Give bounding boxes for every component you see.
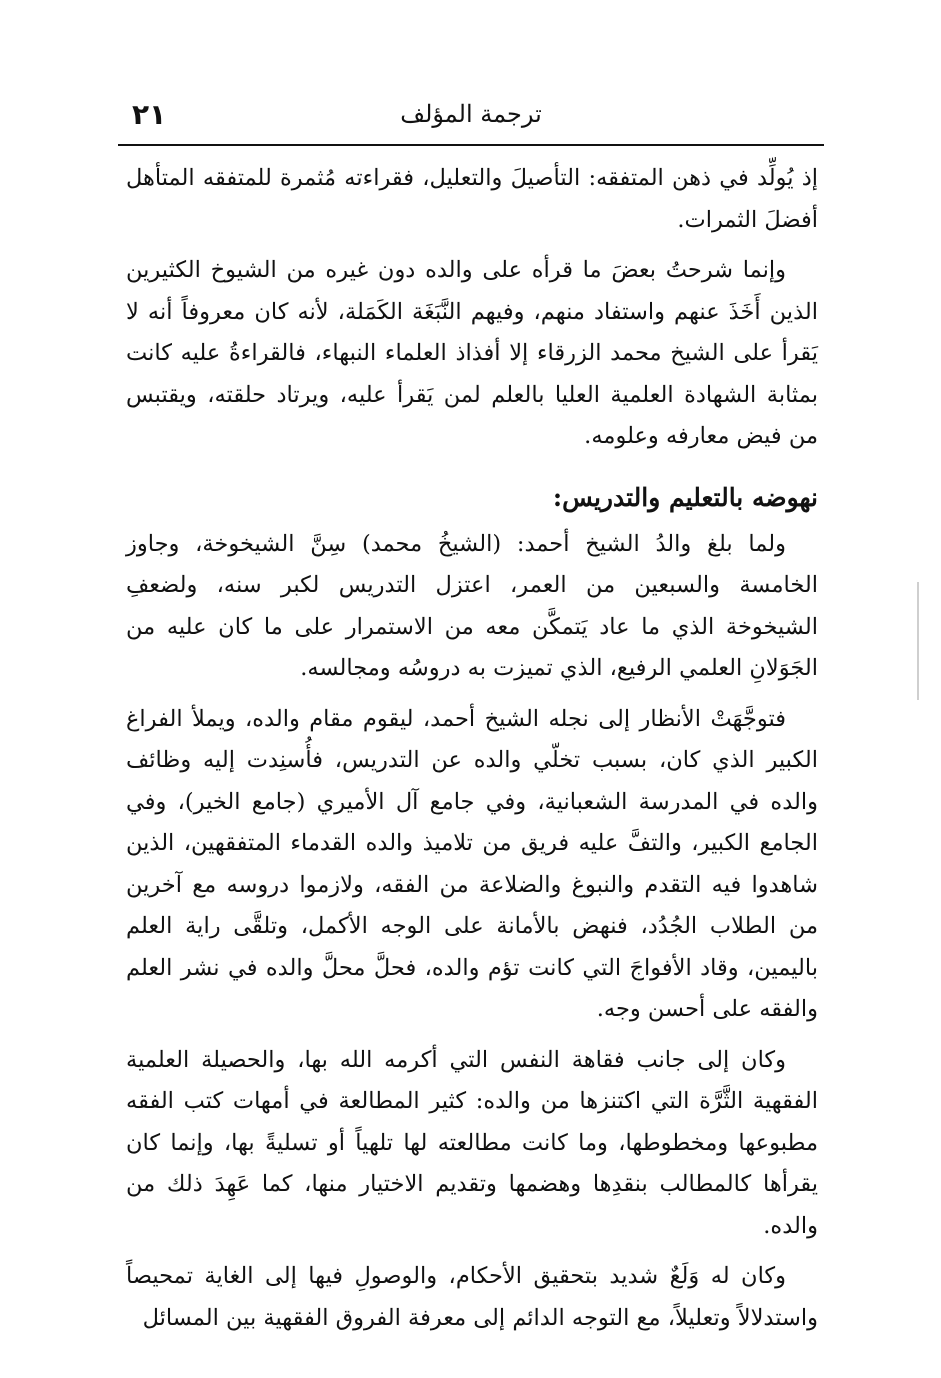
section-heading: نهوضه بالتعليم والتدريس: (552, 482, 818, 512)
paragraph: فتوجَّهَتْ الأنظار إلى نجله الشيخ أحمد، ليقوم مقام والده، ويملأ الفراغ الكبير الذي كان، بسبب تخلّي والده عن التدريس، فأُسنِدت إليه وظائف والده في المدرسة الشعبانية، وفي جامع آل الأميري (جامع الخير)، وفي الجامع الكبير، والتفَّ عليه فريق من تلاميذ والده القدماء المتفقهين، الذين شاهدوا فيه التقدم والنبوغ والضلاعة من الفقه، ولازموا دروسه مع آخرين من الطلاب الجُدُد، فنهض بالأمانة على الوجه الأكمل، وتلقَّى راية العلم باليمين، وقاد الأفواجَ التي كانت تؤم والده، فحلَّ محلَّ والده في نشر العلم والفقه على أحسن وجه. (126, 705, 818, 1022)
page-header (118, 92, 824, 146)
main-text (126, 158, 818, 1348)
page-number: ٢١ (132, 98, 167, 131)
scan-edge-mark (917, 582, 919, 700)
running-title: ترجمة المؤلف (400, 100, 542, 128)
paragraph-continuation: إذ يُولِّد في ذهن المتفقه: التأصيلَ والتعليل، فقراءته مُثمرة للمتفقه المتأهل أفضلَ الثمرات. (126, 165, 818, 233)
paragraph: ولما بلغ والدُ الشيخ أحمد: (الشيخُ محمد) سِنَّ الشيخوخة، وجاوز الخامسة والسبعين من العمر، اعتزل التدريس لكبر سنه، ولضعفِ الشيخوخة الذي ما عاد يَتمكَّن معه من الاستمرار على ما كان عليه من الجَوَلانِ العلمي الرفيع، الذي تميزت به دروسُه ومجالسه. (126, 530, 818, 681)
paragraph: وكان إلى جانب فقاهة النفس التي أكرمه الله بها، والحصيلة العلمية الفقهية الثَّرَّة التي اكتنزها من والده: كثير المطالعة في أمهات كتب الفقه مطبوعها ومخطوطها، وما كانت مطالعته لها تلهياً أو تسليةً بها، وإنما كان يقرأها كالمطالب بنقدِها وهضمها وتقديم الاختيار منها، كما عَهِدَ ذلك من والده. (126, 1046, 818, 1239)
paragraph: وإنما شرحتُ بعضَ ما قرأه على والده دون غيره من الشيوخ الكثيرين الذين أَخَذَ عنهم واستفاد منهم، وفيهم النَّبَغَة الكَمَلة، لأنه كان معروفاً أنه لا يَقرأ على الشيخ محمد الزرقاء إلا أفذاذ العلماء النبهاء، فالقراءةُ عليه كانت بمثابة الشهادة العلمية العليا بالعلم لمن يَقرأ عليه، ويرتاد حلقته، ويقتبس من فيض معارفه وعلومه. (126, 257, 818, 449)
paragraph: وكان له وَلَعٌ شديد بتحقيق الأحكام، والوصولِ فيها إلى الغاية تمحيصاً واستدلالاً وتعليلاً، مع التوجه الدائم إلى معرفة الفروق الفقهية بين المسائل (126, 1263, 818, 1331)
